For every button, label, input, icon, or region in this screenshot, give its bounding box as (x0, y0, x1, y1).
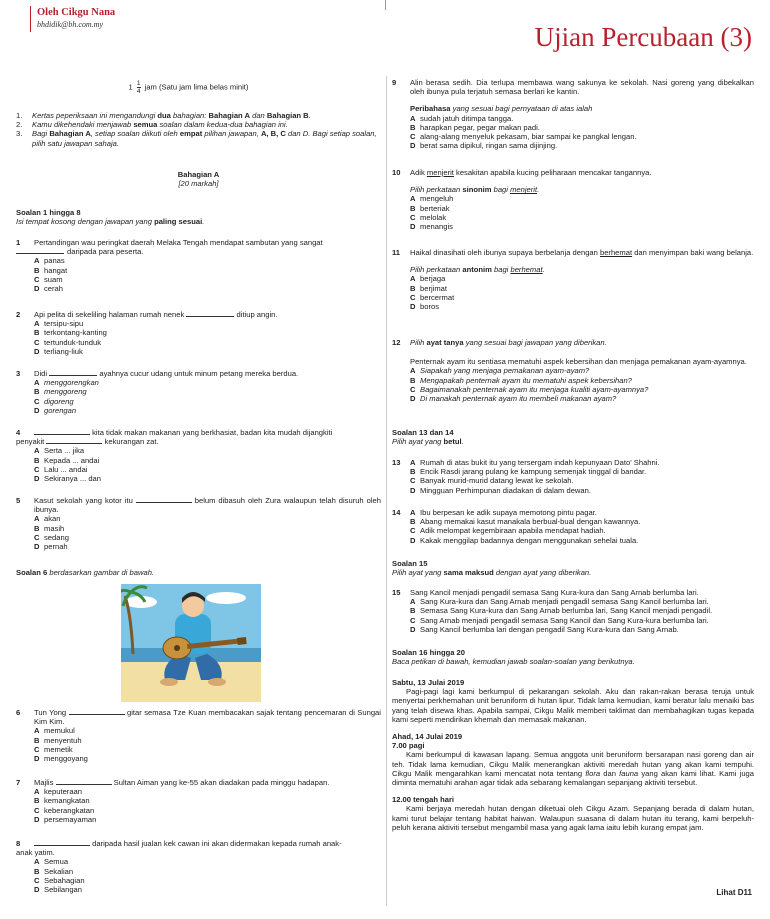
section-a-heading: Bahagian A [20 markah] (177, 170, 220, 189)
question-14: 14 A Ibu berpesan ke adik supaya memotong pintu pagar. B Abang memakai kasut manakala berbual-bual dengan kawannya. C Adik melompat kegembiraan apabila mendapat hadiah. D Kakak menggilap badannya dengan menggunakan sehelai tuala. (392, 508, 754, 545)
q13-option-a[interactable]: A Rumah di atas bukit itu yang tersergam indah kepunyaan Dato' Shahni. (410, 458, 660, 467)
q11-option-a[interactable]: A berjaga (410, 274, 446, 284)
q1-option-b[interactable]: B hangat (34, 265, 68, 275)
q9-option-a[interactable]: A sudah jatuh ditimpa tangga. (410, 113, 514, 123)
q2-option-d[interactable]: D terliang-liuk (34, 346, 83, 356)
q9-option-c[interactable]: C alang-alang menyeluk pekasam, biar sampai ke pangkal lengan. (410, 132, 637, 142)
q9-option-d[interactable]: D berat sama dipikul, ringan sama dijinjing. (410, 141, 558, 151)
question-4: 4 kita tidak makan makanan yang berkhasiat, badan kita mudah dijangkiti penyakit kekurangan zat. A Serta ... jika B Kepada ... andai C Lalu ... andai D Sekiranya ... dan (16, 428, 381, 483)
time-allowed: 1 $\frac{1}{4}$ jam (Satu jam lima belas minit) (128, 80, 249, 95)
q3-option-a[interactable]: A menggorengkan (34, 378, 99, 388)
q12-option-b[interactable]: B Mengapakah penternak ayam itu mematuhi aspek kebersihan? (410, 375, 632, 385)
q6-option-d[interactable]: D menggoyang (34, 754, 88, 764)
q4-option-a[interactable]: A Serta ... jika (34, 446, 85, 456)
q12-option-a[interactable]: A Siapakah yang menjaga pemakanan ayam-ayam? (410, 366, 590, 376)
q6-option-a[interactable]: A memukul (34, 726, 75, 736)
q11-option-c[interactable]: C bercermat (410, 292, 455, 302)
q12-option-c[interactable]: C Bagaimanakah penternak ayam itu menjaga kualiti ayam-ayamnya? (410, 384, 649, 394)
q7-option-d[interactable]: D persemayaman (34, 814, 97, 824)
q5-option-d[interactable]: D pernah (34, 542, 68, 552)
q15-option-c[interactable]: C Sang Arnab menjadi pengadil semasa Sang Kancil dan Sang Kura-kura berlumba lari. (410, 615, 709, 625)
q15-option-d[interactable]: D Sang Kancil berlumba lari dengan pengadil Sang Kura-kura dan Sang Arnab. (410, 624, 679, 634)
q15-option-b[interactable]: B Semasa Sang Kura-kura dan Sang Arnab berlumba lari, Sang Kancil menjadi pengadil. (410, 606, 713, 616)
passage-date-2: Ahad, 14 Julai 2019 (392, 732, 463, 742)
question-6: 6 Tun Yong gitar semasa Tze Kuan membacakan sajak tentang pencemaran di Sungai Kim Kim. A memukul B menyentuh C memetik D menggoyang (16, 708, 381, 764)
question-1: 1 Pertandingan wau peringkat daerah Melaka Tengah mendapat sambutan yang sangat daripada para peserta. A panas B hangat C suam D cerah (16, 238, 381, 293)
header-accent-rule (30, 6, 31, 32)
q7-option-c[interactable]: C keberangkatan (34, 805, 95, 815)
q13-option-c[interactable]: C Banyak murid-murid datang lewat ke sekolah. (410, 476, 574, 486)
question-13: 13 A Rumah di atas bukit itu yang tersergam indah kepunyaan Dato' Shahni. B Encik Rasdi jarang pulang ke kampung semenjak tinggal di bandar. C Banyak murid-murid datang lewat ke sekolah. D Mingguan Perhimpunan diadakan di dalam dewan. (392, 458, 754, 495)
passage-time-1: 7.00 pagi (392, 741, 425, 751)
q9-option-b[interactable]: B harapkan pegar, pegar makan padi. (410, 122, 540, 132)
instruction-1: 1. Kertas peperiksaan ini mengandungi dua bahagian: Bahagian A dan Bahagian B. (16, 111, 311, 120)
instructions-list (16, 111, 381, 148)
question-3: 3 Didi ayahnya cucur udang untuk minum petang mereka berdua. A menggorengkan B menggoreng C digoreng D gorengan (16, 369, 381, 415)
passage-time-2: 12.00 tengah hari (392, 795, 455, 805)
q16-20-heading: Soalan 16 hingga 20 Baca petikan di bawah, kemudian jawab soalan-soalan yang berikutnya. (392, 648, 635, 667)
q13-option-b[interactable]: B Encik Rasdi jarang pulang ke kampung semenjak tinggal di bandar. (410, 467, 647, 477)
passage-date-1: Sabtu, 13 Julai 2019 (392, 678, 465, 687)
question-10: 10 Adik menjerit kesakitan apabila kucing peliharaan mencakar tangannya. Pilih perkataan sinonim bagi menjerit. A mengeluh B berteriak C melolak D menangis (392, 168, 754, 231)
q5-option-a[interactable]: A akan (34, 514, 61, 524)
q13-14-heading: Soalan 13 dan 14 Pilih ayat yang betul. (392, 428, 464, 447)
q8-option-c[interactable]: C Sebahagian (34, 875, 85, 885)
passage-paragraph-3: Kami berjaya meredah hutan dengan diketuai oleh Cikgu Azam. Sepanjang berada di dalam hutan, kami turut belajar tentang habitat haiwan. Walaupun suasana di dalam hutan itu terang, kami berpeluh-peluh kerana aktiviti tersebut mengambil masa yang agak lama iaitu lebih kurang empat jam. (392, 804, 754, 832)
question-15: 15 Sang Kancil menjadi pengadil semasa Sang Kura-kura dan Sang Arnab berlumba lari. A Sang Kura-kura dan Sang Arnab menjadi pengadil semasa Sang Kancil berlumba lari. B Semasa Sang Kura-kura dan Sang Arnab berlumba lari, Sang Kancil menjadi pengadil. C Sang Arnab menjadi pengadil semasa Sang Kancil dan Sang Kura-kura berlumba lari. D Sang Kancil berlumba lari dengan pengadil Sang Kura-kura dan Sang Arnab. (392, 588, 754, 634)
q15-option-a[interactable]: A Sang Kura-kura dan Sang Arnab menjadi pengadil semasa Sang Kancil berlumba lari. (410, 597, 709, 607)
q7-option-a[interactable]: A keputeraan (34, 787, 82, 797)
q1-option-d[interactable]: D cerah (34, 284, 63, 294)
q2-option-a[interactable]: A tersipu-sipu (34, 319, 84, 329)
q14-option-a[interactable]: A Ibu berpesan ke adik supaya memotong pintu pagar. (410, 508, 597, 517)
author-email: bhdidik@bh.com.my (37, 20, 104, 29)
q2-option-b[interactable]: B terkontang-kanting (34, 328, 107, 338)
q5-option-b[interactable]: B masih (34, 523, 65, 533)
q10-option-b[interactable]: B berteriak (410, 203, 450, 213)
question-12: 12 Pilih ayat tanya yang sesuai bagi jawapan yang diberikan. Penternak ayam itu sentiasa mematuhi aspek kebersihan dan menjaga pemakanan ayam-ayamnya. A Siapakah yang menjaga pemakanan ayam-ayam? B Mengapakah penternak ayam itu mematuhi aspek kebersihan? C Bagaimanakah penternak ayam itu menjaga kualiti ayam-ayamnya? D Di manakah penternak ayam itu membeli makanan ayam? (392, 338, 754, 403)
page-title: Ujian Percubaan (3) (534, 22, 752, 52)
q6-option-b[interactable]: B menyentuh (34, 735, 82, 745)
q1-8-heading: Soalan 1 hingga 8 Isi tempat kosong dengan jawapan yang paling sesuai. (16, 208, 205, 227)
question-11: 11 Haikal dinasihati oleh ibunya supaya berbelanja dengan berhemat dan menyimpan baki wang belanja. Pilih perkataan antonim bagi berhemat. A berjaga B berjimat C bercermat D boros (392, 248, 754, 312)
question-2: 2 Api pelita di sekeliling halaman rumah nenek ditiup angin. A tersipu-sipu B terkontang-kanting C tertunduk-tunduk D terliang-liuk (16, 310, 381, 356)
diary-passage (392, 678, 754, 832)
passage-paragraph-1: Pagi-pagi lagi kami berkumpul di pekarangan sekolah. Aku dan rakan-rakan berasa teruja untuk menyertai perkhemahan unit beruniform di hutan lipur. Tidak lama kemudian, kami beratur lalu menaiki bas yang telah disewa khas. Apabila sampai, Cikgu Malik memberi taklimat dan membahagikan tugas kepada kami seperti mendirikan khemah dan memasak makanan. (392, 687, 754, 724)
q7-option-b[interactable]: B kemangkatan (34, 796, 90, 806)
header-center-rule (385, 0, 386, 10)
q4-option-d[interactable]: D Sekiranya ... dan (34, 474, 101, 484)
q3-option-c[interactable]: C digoreng (34, 396, 74, 406)
q8-option-b[interactable]: B Sekalian (34, 866, 74, 876)
q4-option-c[interactable]: C Lalu ... andai (34, 464, 88, 474)
q12-option-d[interactable]: D Di manakah penternak ayam itu membeli makanan ayam? (410, 394, 617, 404)
q10-option-d[interactable]: D menangis (410, 222, 453, 232)
question-8: 8 daripada hasil jualan kek cawan ini akan didermakan kepada rumah anak- anak yatim. A Semua B Sekalian C Sebahagian D Sebilangan (16, 839, 381, 894)
q10-option-a[interactable]: A mengeluh (410, 194, 454, 204)
instruction-3: 3. Bagi Bahagian A, setiap soalan diikuti oleh empat pilihan jawapan, A, B, C dan D. Bagi setiap soalan, pilih satu jawapan sahaja. (16, 129, 377, 148)
q13-option-d[interactable]: D Mingguan Perhimpunan diadakan di dalam dewan. (410, 485, 591, 495)
question-9: 9 Alin berasa sedih. Dia terlupa membawa wang sakunya ke sekolah. Nasi goreng yang dibekalkan oleh ibunya pula terjatuh semasa berlari ke kantin. Peribahasa yang sesuai bagi pernyataan di atas ialah A sudah jatuh ditimpa tangga. B harapkan pegar, pegar makan padi. C alang-alang menyeluk pekasam, biar sampai ke pangkal lengan. D berat sama dipikul, ringan sama dijinjing. (392, 78, 754, 151)
q3-option-b[interactable]: B menggoreng (34, 387, 87, 397)
q15-heading: Soalan 15 Pilih ayat yang sama maksud dengan ayat yang diberikan. (392, 559, 592, 578)
q6-option-c[interactable]: C memetik (34, 744, 73, 754)
instruction-2: 2. Kamu dikehendaki menjawab semua soalan dalam kedua-dua bahagian ini. (16, 120, 288, 130)
q4-option-b[interactable]: B Kepada ... andai (34, 455, 100, 465)
q1-option-a[interactable]: A panas (34, 256, 65, 266)
guitar-scene-image (121, 584, 261, 702)
passage-paragraph-2: Kami berkumpul di kawasan lapang. Semua anggota unit beruniform bersarapan nasi goreng dan air teh. Tidak lama kemudian, Cikgu Malik menerangkan aktiviti meredah hutan yang akan kami tempuhi. Cikgu Malik mengarahkan kami mencatat nota tentang flora dan fauna yang akan kami lihat. Kami juga diminta mematuhi arahan agar tidak ada sebarang kemalangan sepanjang aktiviti tersebut. (392, 750, 754, 788)
q14-option-c[interactable]: C Adik melompat kegembiraan apabila mendapat hadiah. (410, 526, 606, 536)
time-fraction: $\frac{1}{4}$ (136, 80, 141, 95)
boy-playing-guitar-illustration (121, 584, 261, 702)
q5-option-c[interactable]: C sedang (34, 532, 69, 542)
q8-option-a[interactable]: A Semua (34, 857, 69, 867)
author-name: Oleh Cikgu Nana (37, 7, 116, 18)
q14-option-b[interactable]: B Abang memakai kasut manakala berbual-bual dengan kawannya. (410, 517, 641, 527)
question-7: 7 Majlis Sultan Aiman yang ke-55 akan diadakan pada minggu hadapan. A keputeraan B kemangkatan C keberangkatan D persemayaman (16, 778, 381, 824)
q3-option-d[interactable]: D gorengan (34, 405, 77, 415)
q10-option-c[interactable]: C melolak (410, 212, 447, 222)
next-page-note: Lihat D11 (716, 888, 752, 897)
q14-option-d[interactable]: D Kakak menggilap badannya dengan menggunakan sehelai tuala. (410, 535, 639, 545)
column-divider (386, 76, 387, 906)
question-5: 5 Kasut sekolah yang kotor itu belum dibasuh oleh Zura walaupun telah disuruh oleh ibunya. A akan B masih C sedang D pernah (16, 496, 381, 552)
q8-option-d[interactable]: D Sebilangan (34, 885, 83, 895)
q11-option-d[interactable]: D boros (410, 302, 439, 312)
q1-option-c[interactable]: C suam (34, 274, 63, 284)
q6-heading: Soalan 6 berdasarkan gambar di bawah. (16, 568, 155, 577)
q2-option-c[interactable]: C tertunduk-tunduk (34, 337, 101, 347)
q11-option-b[interactable]: B berjimat (410, 283, 448, 293)
